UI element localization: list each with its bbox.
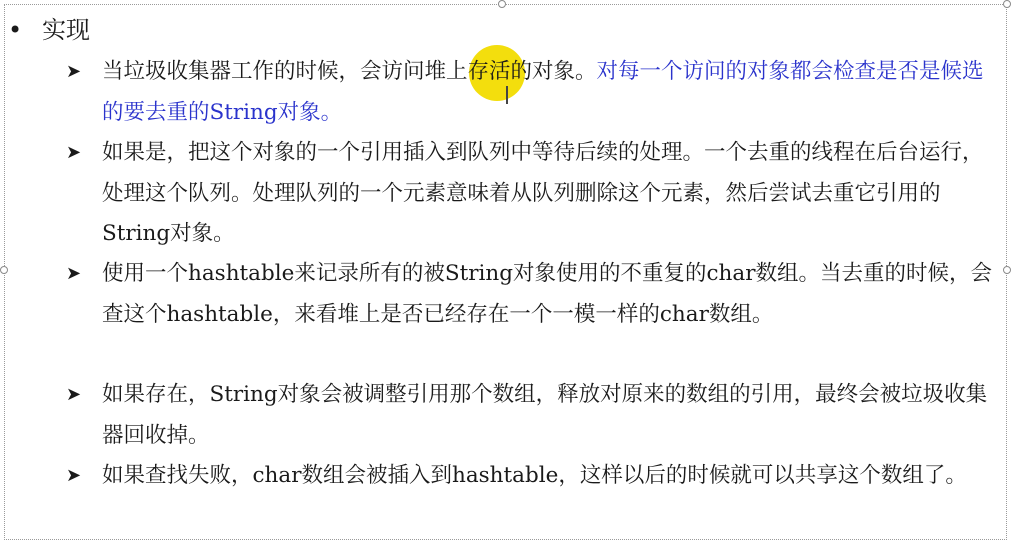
list-item-1 (102, 52, 1000, 133)
list-item-text: 使用一个hashtable来记录所有的被String对象使用的不重复的char数组。当去重的时候，会查这个hashtable，来看堆上是否已经存在一个一模一样的char数组。 (102, 261, 992, 327)
list-item-2 (102, 133, 1000, 255)
arrow-bullet-icon: ➤ (66, 263, 82, 284)
list-item-5 (102, 456, 1000, 497)
bullet-icon: • (8, 16, 23, 44)
text-cursor (506, 86, 508, 104)
arrow-bullet-icon: ➤ (66, 465, 82, 486)
list-item-3 (102, 254, 1000, 335)
list-item-text: 如果查找失败，char数组会被插入到hashtable，这样以后的时候就可以共享这个数组了。 (102, 463, 967, 488)
list-item-highlight-text: 对每一个访问的对象都会检查是否是候选的要去重的String对象。 (102, 59, 984, 125)
list-item-text: 如果是，把这个对象的一个引用插入到队列中等待后续的处理。一个去重的线程在后台运行，处理这个队列。处理队列的一个元素意味着从队列删除这个元素，然后尝试去重它引用的String对象。 (102, 140, 984, 246)
list-item-text: 如果存在，String对象会被调整引用那个数组，释放对原来的数组的引用，最终会被垃圾收集器回收掉。 (102, 382, 988, 448)
list-item-4 (102, 375, 1000, 456)
list-item-text: 当垃圾收集器工作的时候，会访问堆上存活的对象。 (102, 59, 597, 84)
arrow-bullet-icon: ➤ (66, 384, 82, 405)
arrow-bullet-icon: ➤ (66, 61, 82, 82)
section-heading: 实现 (42, 16, 90, 44)
arrow-bullet-icon: ➤ (66, 142, 82, 163)
